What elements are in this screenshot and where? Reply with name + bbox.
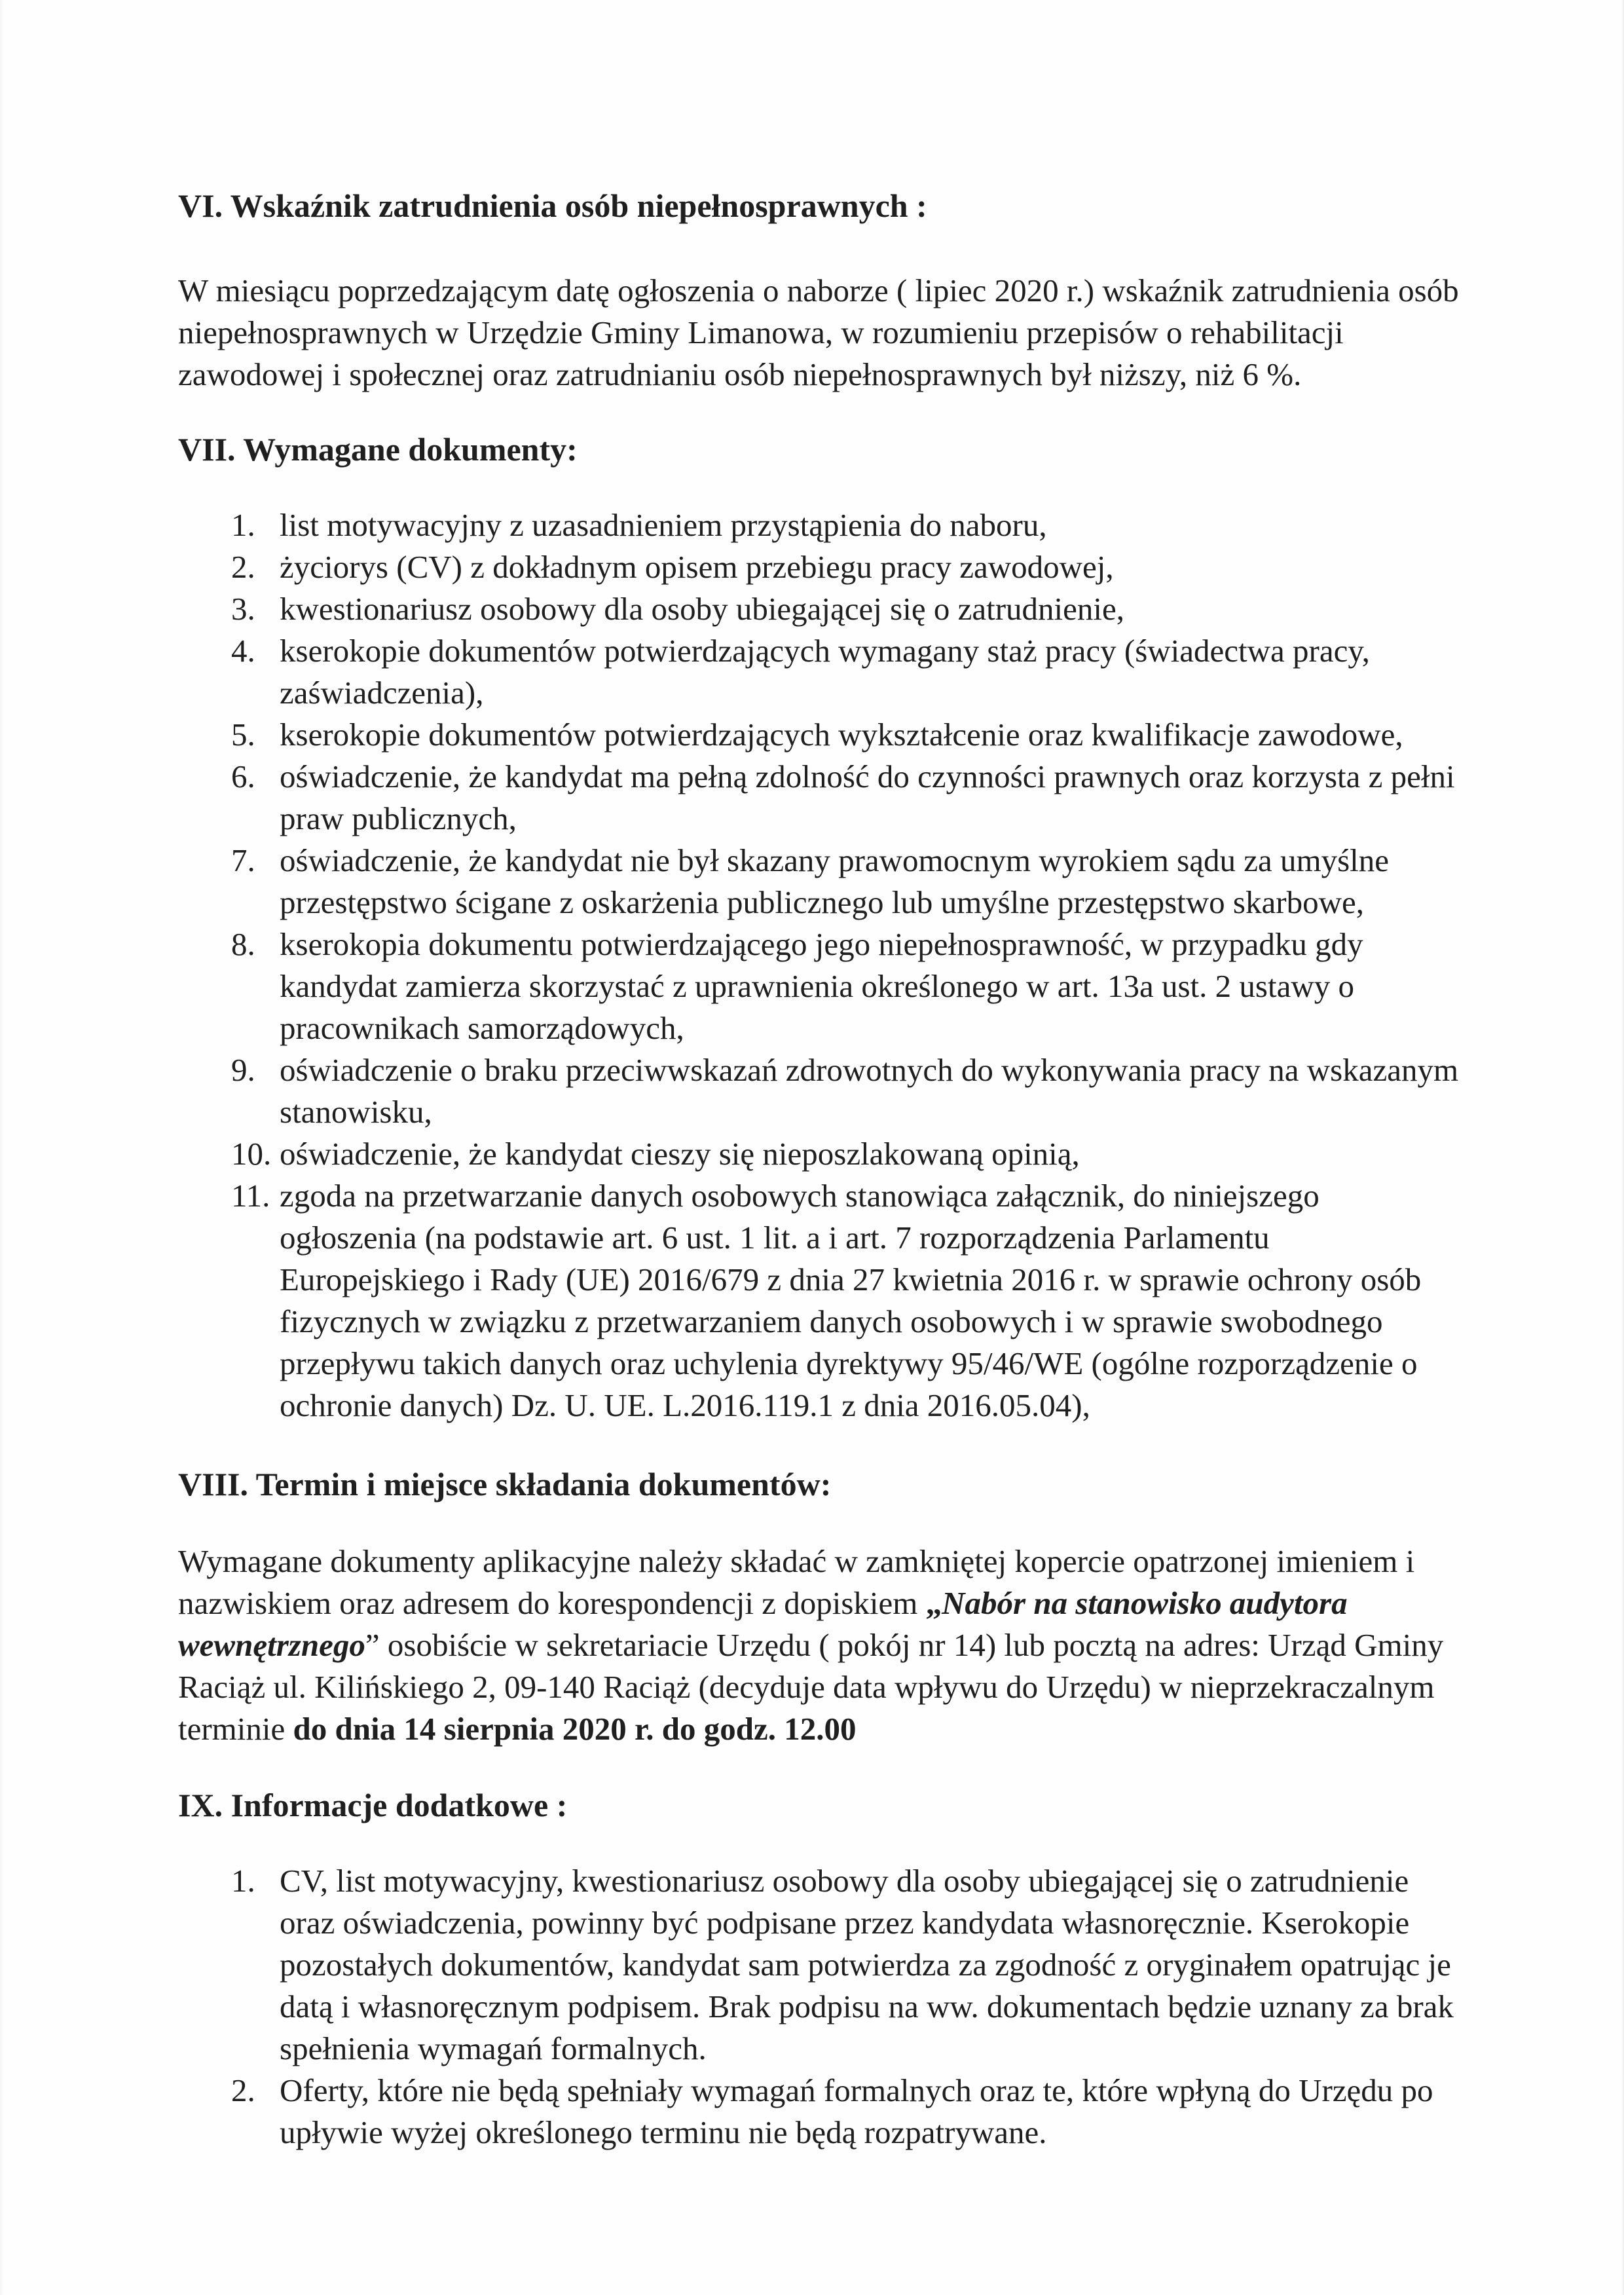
list-item-number: 1. [231, 1863, 255, 1899]
section-viii-paragraph [178, 1540, 1462, 1750]
list-item-text: kserokopie dokumentów potwierdzających wymagany staż pracy (świadectwa pracy, zaświadczenia), [280, 633, 1370, 711]
submission-deadline: do dnia 14 sierpnia 2020 r. do godz. 12.00 [293, 1711, 857, 1747]
list-item-number: 9. [231, 1052, 255, 1088]
list-item-text: kwestionariusz osobowy dla osoby ubiegającej się o zatrudnienie, [280, 591, 1124, 627]
submission-text-part2: osobiście w sekretariacie Urzędu ( pokój nr 14) lub pocztą na adres: Urząd Gminy Raciąż ul. Kilińskiego 2, 09-140 Raciąż (decyduje data wpływu do Urzędu) w nieprzekraczalnym terminie [178, 1627, 1444, 1747]
section-heading-vi: VI. Wskaźnik zatrudnienia osób niepełnosprawnych : [178, 187, 927, 224]
section-ix [178, 1784, 1462, 2154]
section-vi [178, 185, 1462, 396]
list-item-number: 7. [231, 842, 255, 878]
list-item-number: 8. [231, 926, 255, 962]
section-heading-vii: VII. Wymagane dokumenty: [178, 431, 578, 468]
list-item [178, 2070, 1462, 2154]
submission-text-part1: Wymagane dokumenty aplikacyjne należy składać w zamkniętej kopercie opatrzonej imieniem i nazwiskiem oraz adresem do korespondencji z dopiskiem [178, 1543, 1415, 1621]
list-item-text: kserokopie dokumentów potwierdzających wykształcenie oraz kwalifikacje zawodowe, [280, 717, 1403, 753]
section-vii [178, 428, 1462, 1427]
list-item-number: 3. [231, 591, 255, 627]
list-item [178, 1175, 1462, 1427]
list-item-text: życiorys (CV) z dokładnym opisem przebiegu pracy zawodowej, [280, 549, 1114, 585]
list-item [178, 924, 1462, 1049]
list-item [178, 504, 1462, 546]
document-content [178, 185, 1462, 2154]
quote-open: „ [925, 1585, 942, 1621]
list-item-text: kserokopia dokumentu potwierdzającego jego niepełnosprawność, w przypadku gdy kandydat zamierza skorzystać z uprawnienia określonego w art. 13a ust. 2 ustawy o pracownikach samorządowych, [280, 926, 1363, 1046]
list-item-number: 1. [231, 507, 255, 543]
list-item-text: list motywacyjny z uzasadnieniem przystąpienia do naboru, [280, 507, 1047, 543]
scan-edge-left [0, 0, 4, 2295]
list-item-text: oświadczenie, że kandydat nie był skazany prawomocnym wyrokiem sądu za umyślne przestępstwo ścigane z oskarżenia publicznego lub umyślne przestępstwo skarbowe, [280, 842, 1390, 920]
list-item-number: 6. [231, 758, 255, 794]
list-item [178, 756, 1462, 840]
list-item-text: Oferty, które nie będą spełniały wymagań formalnych oraz te, które wpłyną do Urzędu po upływie wyżej określonego terminu nie będą rozpatrywane. [280, 2072, 1433, 2150]
additional-info-list [178, 1860, 1462, 2154]
list-item-number: 2. [231, 2072, 255, 2108]
envelope-annotation: Nabór na stanowisko audytora wewnętrznego [178, 1585, 1348, 1663]
section-heading-viii: VIII. Termin i miejsce składania dokumentów: [178, 1466, 832, 1502]
section-viii [178, 1463, 1462, 1750]
list-item-number: 5. [231, 717, 255, 753]
list-item-number: 10. [231, 1136, 272, 1172]
list-item-text: zgoda na przetwarzanie danych osobowych stanowiąca załącznik, do niniejszego ogłoszenia (na podstawie art. 6 ust. 1 lit. a i art. 7 rozporządzenia Parlamentu Europejskiego i Rady (UE) 2016/679 z dnia 27 kwietnia 2016 r. w sprawie ochrony osób fizycznych w związku z przetwarzaniem danych osobowych i w sprawie swobodnego przepływu takich danych oraz uchylenia dyrektywy 95/46/WE (ogólne rozporządzenie o ochronie danych) Dz. U. UE. L.2016.119.1 z dnia 2016.05.04), [280, 1178, 1422, 1423]
list-item [178, 840, 1462, 924]
required-documents-list [178, 504, 1462, 1427]
section-vi-paragraph: W miesiącu poprzedzającym datę ogłoszenia o naborze ( lipiec 2020 r.) wskaźnik zatrudnienia osób niepełnosprawnych w Urzędzie Gminy Limanowa, w rozumieniu przepisów o rehabilitacji zawodowej i społecznej oraz zatrudnianiu osób niepełnosprawnych był niższy, niż 6 %. [178, 272, 1459, 392]
section-heading-ix: IX. Informacje dodatkowe : [178, 1787, 568, 1823]
list-item-text: CV, list motywacyjny, kwestionariusz osobowy dla osoby ubiegającej się o zatrudnienie oraz oświadczenia, powinny być podpisane przez kandydata własnoręcznie. Kserokopie pozostałych dokumentów, kandydat sam potwierdza za zgodność z oryginałem opatrując je datą i własnoręcznym podpisem. Brak podpisu na ww. dokumentach będzie uznany za brak spełnienia wymagań formalnych. [280, 1863, 1454, 2066]
list-item-text: oświadczenie o braku przeciwwskazań zdrowotnych do wykonywania pracy na wskazanym stanowisku, [280, 1052, 1459, 1130]
list-item [178, 1133, 1462, 1175]
list-item [178, 546, 1462, 588]
scan-edge-right [1621, 0, 1624, 2295]
list-item-number: 11. [231, 1178, 270, 1214]
list-item [178, 1049, 1462, 1133]
list-item [178, 714, 1462, 756]
list-item-number: 2. [231, 549, 255, 585]
list-item-number: 4. [231, 633, 255, 669]
list-item-text: oświadczenie, że kandydat cieszy się nieposzlakowaną opinią, [280, 1136, 1080, 1172]
list-item [178, 588, 1462, 630]
list-item [178, 1860, 1462, 2070]
list-item-text: oświadczenie, że kandydat ma pełną zdolność do czynności prawnych oraz korzysta z pełni praw publicznych, [280, 758, 1455, 836]
quote-close: ” [365, 1627, 380, 1663]
list-item [178, 630, 1462, 714]
